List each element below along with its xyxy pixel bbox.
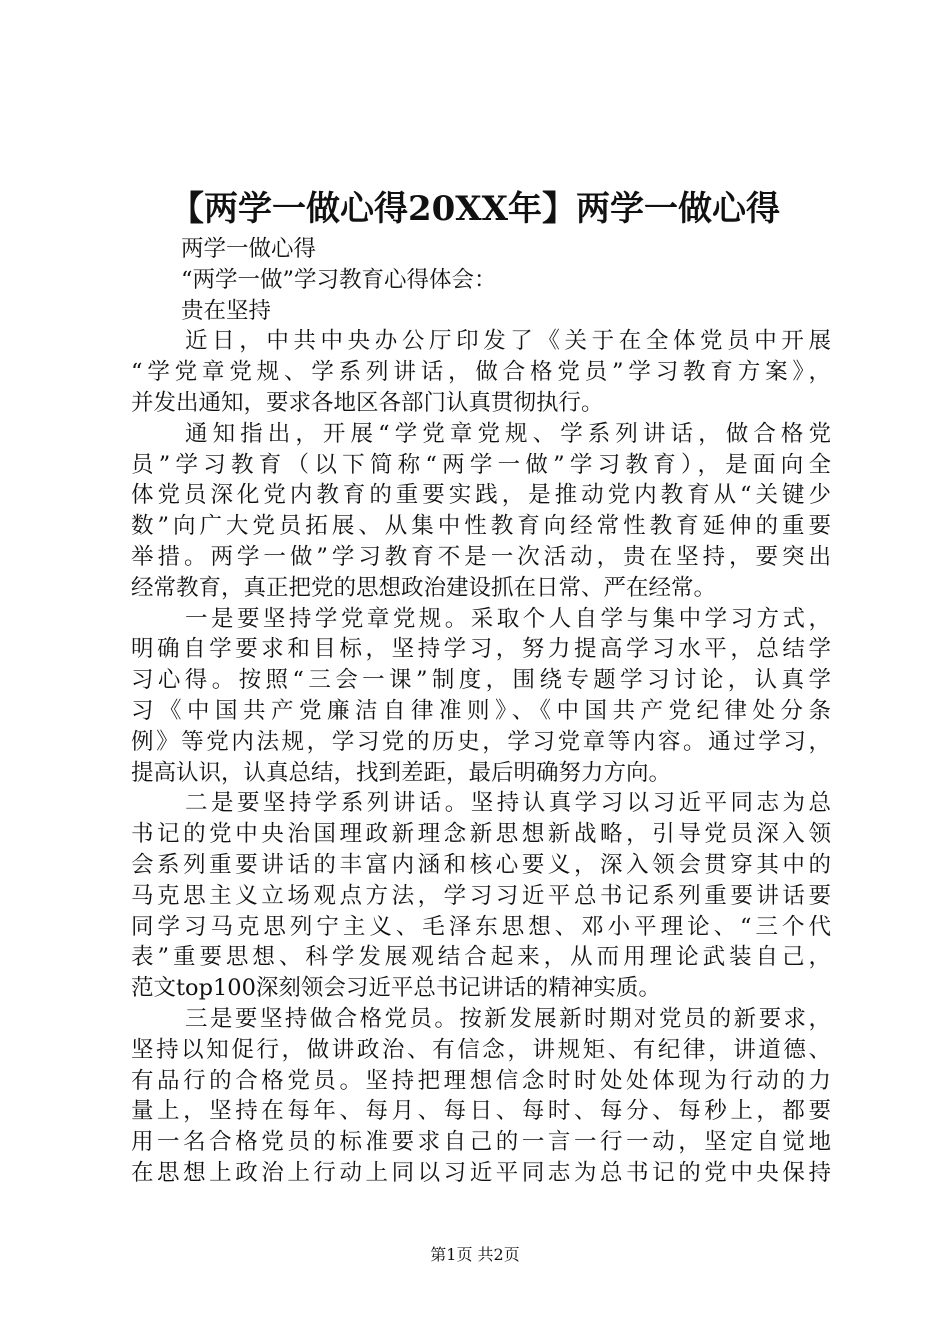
text-line: 经常教育，真正把党的思想政治建设抓在日常、严在经常。 — [131, 574, 717, 601]
text-line: 员”学习教育（以下简称“两学一做”学习教育），是面向全 — [131, 451, 831, 478]
text-line: 贵在坚持 — [181, 297, 272, 324]
text-line: 会系列重要讲话的丰富内涵和核心要义，深入领会贯穿其中的 — [131, 851, 831, 878]
text-line: 两学一做心得 — [181, 236, 317, 262]
text-line: 同学习马克思列宁主义、毛泽东思想、邓小平理论、“三个代 — [131, 913, 831, 940]
text-line: 体党员深化党内教育的重要实践，是推动党内教育从“关键少 — [131, 482, 831, 509]
text-line: “两学一做”学习教育心得体会： — [181, 266, 497, 293]
text-line: 数”向广大党员拓展、从集中性教育向经常性教育延伸的重要 — [131, 513, 831, 540]
text-line: 用一名合格党员的标准要求自己的一言一行一动，坚定自觉地 — [131, 1129, 831, 1156]
text-line: 二是要坚持学系列讲话。坚持认真学习以习近平同志为总 — [185, 790, 831, 817]
text-line: 近日，中共中央办公厅印发了《关于在全体党员中开展 — [185, 328, 831, 355]
text-line: 明确自学要求和目标，坚持学习，努力提高学习水平，总结学 — [131, 636, 831, 663]
text-line: “学党章党规、学系列讲话，做合格党员”学习教育方案》， — [131, 359, 831, 386]
text-line: 习《中国共产党廉洁自律准则》、《中国共产党纪律处分条 — [131, 697, 831, 724]
page-footer: 第1页 共2页 — [430, 1245, 520, 1264]
text-line: 范文top100深刻领会习近平总书记讲话的精神实质。 — [131, 975, 661, 1002]
text-line: 量上，坚持在每年、每月、每日、每时、每分、每秒上，都要 — [131, 1098, 831, 1125]
text-line: 坚持以知促行，做讲政治、有信念，讲规矩、有纪律，讲道德、 — [131, 1036, 831, 1063]
text-line: 一是要坚持学党章党规。采取个人自学与集中学习方式， — [185, 605, 831, 632]
text-line: 有品行的合格党员。坚持把理想信念时时处处体现为行动的力 — [131, 1067, 831, 1094]
text-line: 例》等党内法规，学习党的历史，学习党章等内容。通过学习， — [131, 728, 831, 755]
document-title: 【两学一做心得20XX年】两学一做心得 — [169, 189, 781, 229]
text-line: 并发出通知，要求各地区各部门认真贯彻执行。 — [131, 389, 604, 416]
document-body — [131, 234, 831, 1189]
text-line: 书记的党中央治国理政新理念新思想新战略，引导党员深入领 — [131, 821, 831, 848]
text-line: 表”重要思想、科学发展观结合起来，从而用理论武装自己， — [131, 944, 831, 971]
text-line: 举措。两学一做”学习教育不是一次活动，贵在坚持，要突出 — [131, 543, 831, 570]
text-line: 马克思主义立场观点方法，学习习近平总书记系列重要讲话要 — [131, 882, 831, 909]
text-line: 通知指出，开展“学党章党规、学系列讲话，做合格党 — [185, 420, 831, 447]
text-line: 三是要坚持做合格党员。按新发展新时期对党员的新要求， — [185, 1005, 831, 1032]
text-line: 习心得。按照“三会一课”制度，围绕专题学习讨论，认真学 — [131, 667, 831, 694]
text-line: 提高认识，认真总结，找到差距，最后明确努力方向。 — [131, 759, 672, 786]
text-line: 在思想上政治上行动上同以习近平同志为总书记的党中央保持 — [131, 1159, 831, 1186]
